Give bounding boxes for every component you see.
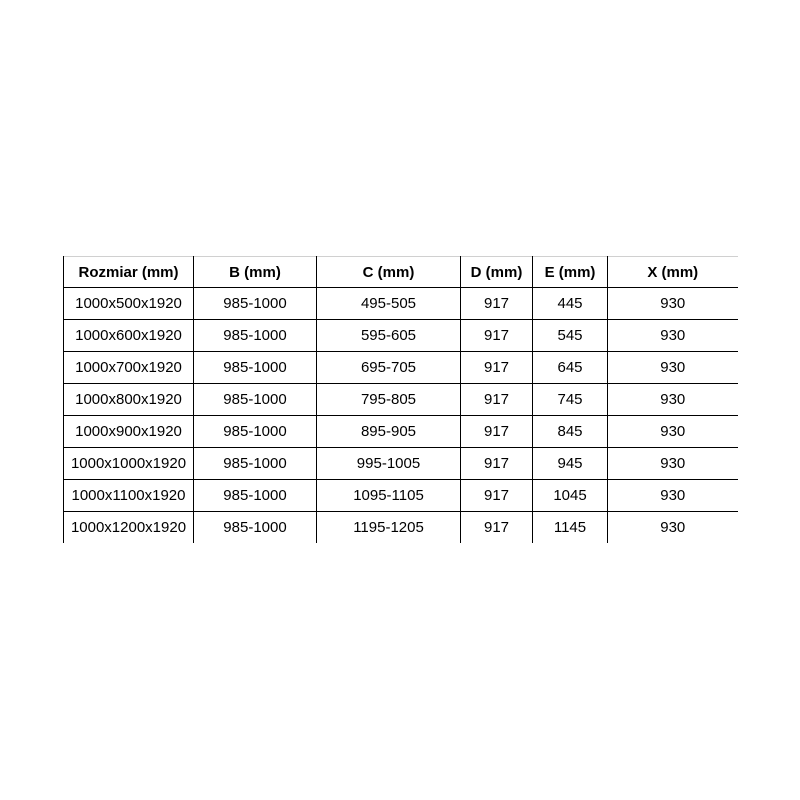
table-cell: 985-1000	[194, 288, 317, 320]
table-cell: 930	[608, 352, 738, 384]
table-cell: 495-505	[317, 288, 461, 320]
table-cell: 985-1000	[194, 448, 317, 480]
table-cell: 930	[608, 320, 738, 352]
table-cell: 917	[461, 352, 533, 384]
table-row	[64, 352, 738, 384]
table-cell: 985-1000	[194, 480, 317, 512]
table-cell: 445	[533, 288, 608, 320]
table-cell: 985-1000	[194, 352, 317, 384]
table-cell: 645	[533, 352, 608, 384]
table-cell: 695-705	[317, 352, 461, 384]
table-cell: 985-1000	[194, 512, 317, 544]
table-cell: 930	[608, 448, 738, 480]
table-row	[64, 320, 738, 352]
table-cell: 795-805	[317, 384, 461, 416]
column-header-x: X (mm)	[608, 257, 738, 288]
table-cell: 995-1005	[317, 448, 461, 480]
table-row	[64, 480, 738, 512]
column-header-d: D (mm)	[461, 257, 533, 288]
table-cell: 545	[533, 320, 608, 352]
table-cell: 945	[533, 448, 608, 480]
table-cell: 930	[608, 288, 738, 320]
table-cell: 917	[461, 448, 533, 480]
table-row	[64, 448, 738, 480]
table-cell: 1000x1200x1920	[64, 512, 194, 544]
table-cell: 917	[461, 480, 533, 512]
table-cell: 745	[533, 384, 608, 416]
table-cell: 917	[461, 288, 533, 320]
table-cell: 930	[608, 480, 738, 512]
table-cell: 1045	[533, 480, 608, 512]
table-row	[64, 384, 738, 416]
table-cell: 985-1000	[194, 320, 317, 352]
table-row	[64, 288, 738, 320]
table-cell: 1000x800x1920	[64, 384, 194, 416]
table-cell: 1000x700x1920	[64, 352, 194, 384]
table-cell: 930	[608, 384, 738, 416]
table-cell: 930	[608, 512, 738, 544]
column-header-e: E (mm)	[533, 257, 608, 288]
size-table	[63, 256, 738, 543]
table-cell: 1000x1000x1920	[64, 448, 194, 480]
table-cell: 985-1000	[194, 416, 317, 448]
column-header-c: C (mm)	[317, 257, 461, 288]
table-cell: 1000x1100x1920	[64, 480, 194, 512]
table-row	[64, 416, 738, 448]
table-cell: 845	[533, 416, 608, 448]
table-cell: 1195-1205	[317, 512, 461, 544]
table-cell: 1000x900x1920	[64, 416, 194, 448]
table-cell: 1095-1105	[317, 480, 461, 512]
table-cell: 1000x600x1920	[64, 320, 194, 352]
header-row	[64, 257, 738, 288]
table-row	[64, 512, 738, 544]
table-cell: 895-905	[317, 416, 461, 448]
table-cell: 1000x500x1920	[64, 288, 194, 320]
table-cell: 917	[461, 416, 533, 448]
column-header-b: B (mm)	[194, 257, 317, 288]
table-cell: 595-605	[317, 320, 461, 352]
table-cell: 917	[461, 384, 533, 416]
table-cell: 917	[461, 320, 533, 352]
column-header-rozmiar: Rozmiar (mm)	[64, 257, 194, 288]
table-cell: 930	[608, 416, 738, 448]
table-cell: 985-1000	[194, 384, 317, 416]
table-cell: 917	[461, 512, 533, 544]
table-cell: 1145	[533, 512, 608, 544]
